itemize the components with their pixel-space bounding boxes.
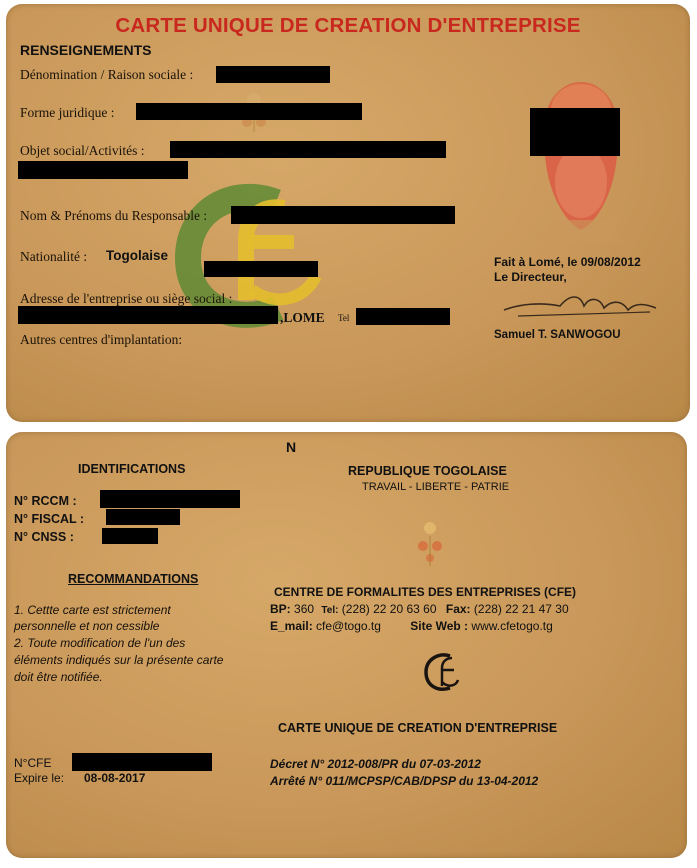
arrete-text: Arrêté N° 011/MCPSP/CAB/DPSP du 13-04-2012: [270, 774, 539, 788]
redacted-fiscal: [106, 509, 180, 525]
bp-label: BP:: [270, 602, 291, 616]
site-label: Site Web :: [410, 619, 469, 633]
redacted-photo-face: [530, 108, 620, 156]
expire-value: 08-08-2017: [84, 771, 146, 785]
recommandation-line-4: éléments indiqués sur la présente carte: [14, 653, 224, 667]
autres-centres-label: Autres centres d'implantation:: [20, 332, 183, 347]
recommandation-line-2: personnelle et non cessible: [14, 619, 160, 633]
identifications-heading: IDENTIFICATIONS: [78, 462, 186, 476]
ville-value: ,LOME: [280, 310, 325, 325]
card-title: CARTE UNIQUE DE CREATION D'ENTREPRISE: [115, 14, 581, 37]
tel-value: (228) 22 20 63 60: [341, 602, 437, 616]
redacted-forme-juridique: [136, 103, 362, 120]
fax-value: (228) 22 21 47 30: [473, 602, 569, 616]
republique-title: REPUBLIQUE TOGOLAISE: [348, 464, 507, 478]
section-heading-renseignements: RENSEIGNEMENTS: [20, 42, 152, 58]
tel-label: Tel:: [321, 605, 339, 616]
email-value: cfe@togo.tg: [316, 619, 381, 633]
redacted-rccm: [100, 490, 240, 508]
recommandations-heading: RECOMMANDATIONS: [68, 572, 199, 586]
site-value: www.cfetogo.tg: [471, 619, 553, 633]
cnss-label: N° CNSS :: [14, 530, 74, 544]
responsable-label: Nom & Prénoms du Responsable :: [20, 208, 208, 223]
redacted-nationalite-extra: [204, 261, 318, 277]
redacted-adresse: [18, 306, 278, 324]
objet-social-label: Objet social/Activités :: [20, 143, 145, 158]
coat-of-arms-icon: [410, 516, 450, 568]
tel-label: Tel: [338, 313, 350, 323]
redacted-telephone: [356, 308, 450, 325]
decret-text: Décret N° 2012-008/PR du 07-03-2012: [270, 757, 481, 771]
back-card-title: CARTE UNIQUE DE CREATION D'ENTREPRISE: [278, 721, 558, 735]
signatory-name: Samuel T. SANWOGOU: [494, 329, 621, 341]
centre-name: CENTRE DE FORMALITES DES ENTREPRISES (CFE): [274, 585, 577, 599]
card-front: [6, 4, 690, 422]
issue-place-date: Fait à Lomé, le 09/08/2012: [494, 255, 641, 269]
signature-image: [500, 286, 660, 322]
redacted-cnss: [102, 528, 158, 544]
bp-value: 360: [294, 602, 315, 616]
directeur-label: Le Directeur,: [494, 270, 567, 284]
ncfe-label: N°CFE: [14, 756, 52, 770]
corner-letter: N: [286, 439, 297, 455]
recommandation-line-3: 2. Toute modification de l'un des: [14, 636, 186, 650]
rccm-label: N° RCCM :: [14, 494, 77, 508]
recommandation-line-5: doit être notifiée.: [14, 670, 103, 684]
contact-line-1: [270, 602, 569, 616]
denomination-label: Dénomination / Raison sociale :: [20, 67, 194, 82]
redacted-responsable: [231, 206, 455, 224]
redacted-denomination: [216, 66, 330, 83]
republique-devise: TRAVAIL - LIBERTE - PATRIE: [362, 481, 510, 493]
fax-label: Fax:: [445, 602, 471, 616]
recommandation-line-1: 1. Cettte carte est strictement: [14, 603, 171, 617]
fiscal-label: N° FISCAL :: [14, 512, 85, 526]
adresse-label: Adresse de l'entreprise ou siège social :: [20, 291, 233, 306]
redacted-objet-social-line2: [18, 161, 188, 179]
expire-label: Expire le:: [14, 771, 65, 785]
redacted-objet-social-line1: [170, 141, 446, 158]
nationalite-label: Nationalité :: [20, 249, 88, 264]
email-label: E_mail:: [270, 619, 313, 633]
cfe-logo: [420, 650, 462, 694]
forme-juridique-label: Forme juridique :: [20, 105, 115, 120]
redacted-ncfe: [72, 753, 212, 771]
contact-line-2: [270, 619, 553, 633]
holder-photo: [531, 70, 631, 242]
card-back: [6, 432, 687, 858]
nationalite-value: Togolaise: [106, 248, 169, 263]
